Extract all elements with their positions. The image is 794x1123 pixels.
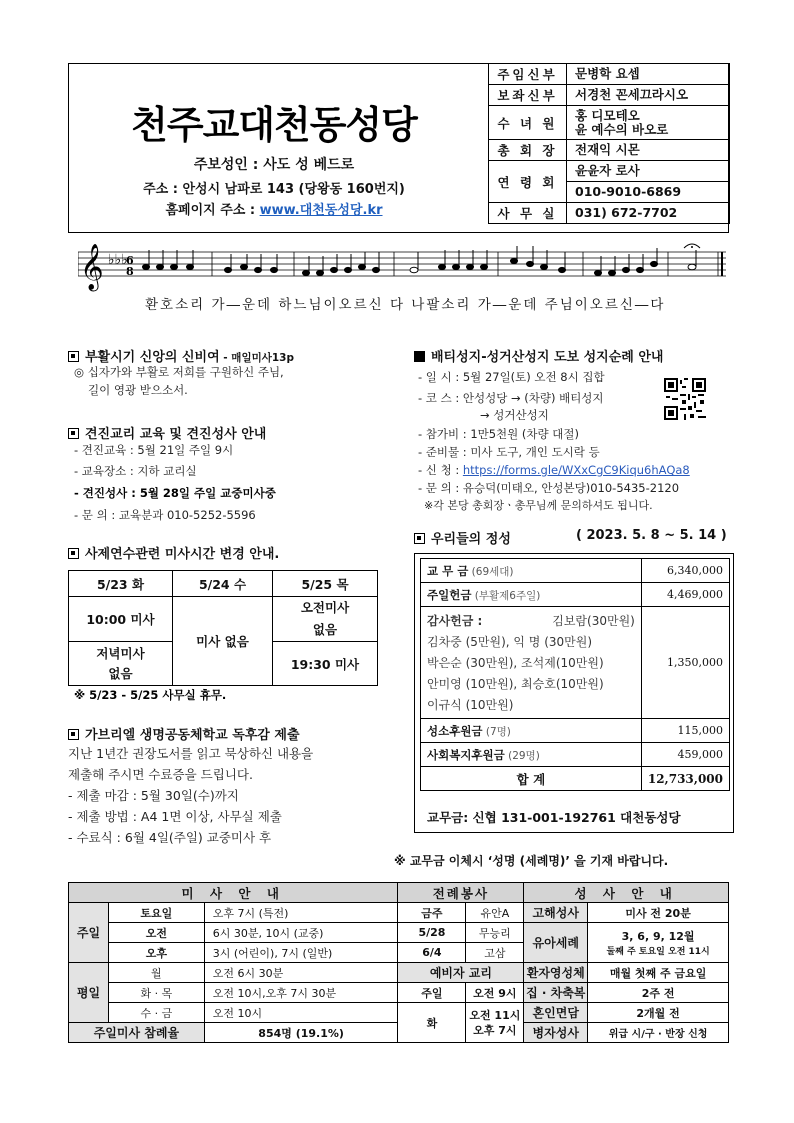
table-header: 5/24 수 <box>173 571 273 597</box>
staff-role: 사 무 실 <box>489 203 567 224</box>
staff-role: 보좌신부 <box>489 85 567 106</box>
church-title: 천주교대천동성당 <box>131 103 417 147</box>
offering-amount: 459,000 <box>641 743 729 767</box>
total-amount: 12,733,000 <box>641 767 729 791</box>
offering-label: 사회복지후원금 <box>427 747 505 762</box>
office-closed-note: ※ 5/23 - 5/25 사무실 휴무. <box>74 688 227 702</box>
box-bullet-icon <box>68 729 79 740</box>
offering-row <box>421 719 642 743</box>
table-header: 5/23 화 <box>69 571 173 597</box>
mass-change-table <box>68 570 378 686</box>
qr-code-icon <box>664 378 706 420</box>
sacrament-info: 2개월 전 <box>588 1003 729 1023</box>
mass-time: 6시 30분, 10시 (교중) <box>204 923 398 943</box>
offering-note: (7명) <box>482 725 511 738</box>
text-line: - 일 시 : 5월 27일(토) 오전 8시 집합 <box>418 370 605 384</box>
serve-header: 전례봉사 <box>398 883 524 903</box>
offering-note: (29명) <box>504 749 540 762</box>
table-cell: 오전미사 없음 <box>273 597 378 642</box>
offering-label: 교 무 금 <box>427 563 469 578</box>
text-line: - 코 스 : 안성성당 → (차량) 배티성지 <box>418 391 604 405</box>
catechumen-day: 화 <box>398 1003 466 1043</box>
text-line: - 제출 방법 : A4 1면 이상, 사무실 제출 <box>68 809 282 824</box>
sacrament-name: 혼인면담 <box>524 1003 588 1023</box>
table-cell: 저녁미사 없음 <box>69 642 173 686</box>
offering-note: (69세대) <box>468 565 514 578</box>
mass-day: 수 · 금 <box>108 1003 204 1023</box>
text-line: → 성거산성지 <box>480 408 549 422</box>
sacrament-info: 미사 전 20분 <box>588 903 729 923</box>
offering-transfer-note: ※ 교무금 이체시 ‘성명 (세례명)’ 을 기재 바랍니다. <box>394 854 669 868</box>
section-subheading: - 매일미사13p <box>219 352 295 364</box>
offering-label: 감사헌금 : <box>427 613 483 628</box>
mass-day: 화 · 목 <box>108 983 204 1003</box>
donor-line: 이규식 (10만원) <box>427 697 514 712</box>
mass-day: 월 <box>108 963 204 983</box>
text-line: - 문 의 : 유승덕(미태오, 안성본당)010-5435-2120 <box>418 481 680 495</box>
patron-saint: 주보성인 : 사도 성 베드로 <box>193 157 355 173</box>
section-title-pilgrimage <box>414 346 663 365</box>
sacrament-name: 유아세례 <box>524 923 588 963</box>
homepage <box>69 199 479 218</box>
table-cell: 미사 없음 <box>173 597 273 686</box>
svg-text:♭♭♭: ♭♭♭ <box>108 252 128 268</box>
section-heading: 견진교리 교육 및 견진성사 안내 <box>85 427 267 442</box>
serve-week: 금주 <box>398 903 466 923</box>
serve-group: 무능리 <box>466 923 524 943</box>
homepage-label: 홈페이지 주소 : <box>165 203 260 218</box>
text-line: 지난 1년간 권장도서를 읽고 묵상하신 내용을 <box>68 746 314 761</box>
box-bullet-icon <box>68 428 79 439</box>
serve-group: 유안A <box>466 903 524 923</box>
offering-box <box>414 553 734 833</box>
staff-name: 031) 672-7702 <box>567 203 730 224</box>
sacrament-info: 위급 시/구 · 반장 신청 <box>588 1023 729 1043</box>
box-bullet-icon <box>68 351 79 362</box>
sacrament-name: 병자성사 <box>524 1023 588 1043</box>
text-line: ◎ 십자가와 부활로 저희를 구원하신 주님, <box>74 365 284 379</box>
mass-time: 오후 7시 (특전) <box>204 903 398 923</box>
offering-period: ( 2023. 5. 8 ~ 5. 14 ) <box>576 528 727 543</box>
offering-amount: 6,340,000 <box>641 559 729 583</box>
svg-text:8: 8 <box>126 265 134 278</box>
section-heading: 우리들의 정성 <box>431 532 511 547</box>
section-title-book-report <box>68 724 300 743</box>
text-line: - 준비물 : 미사 도구, 개인 도시락 등 <box>418 445 600 459</box>
mass-time: 오전 10시,오후 7시 30분 <box>204 983 398 1003</box>
text-line: - 수료식 : 6월 4일(주일) 교중미사 후 <box>68 830 272 845</box>
total-label: 합 계 <box>421 767 642 791</box>
signup-label: - 신 청 : <box>418 463 463 477</box>
weekday-label: 평일 <box>69 963 109 1023</box>
section-heading: 가브리엘 생명공동체학교 독후감 제출 <box>85 728 300 743</box>
section-title-confirmation <box>68 423 266 442</box>
section-heading: 사제연수관련 미사시간 변경 안내. <box>85 547 280 562</box>
offering-table <box>420 558 730 791</box>
section-title-offering <box>414 528 511 547</box>
offering-amount: 1,350,000 <box>641 607 729 719</box>
staff-name: 서경천 꼰세끄라시오 <box>567 85 730 106</box>
signup-link[interactable]: https://forms.gle/WXxCgC9Kiqu6hAQa8 <box>462 463 690 477</box>
sacrament-name: 고해성사 <box>524 903 588 923</box>
catechumen-header: 예비자 교리 <box>398 963 524 983</box>
sacrament-name: 집 · 차축복 <box>524 983 588 1003</box>
mass-day: 토요일 <box>108 903 204 923</box>
donor-line: 안미영 (10만원), 최승호(10만원) <box>427 676 604 691</box>
baptism-months: 3, 6, 9, 12월 <box>621 930 695 943</box>
section-title-priest-training <box>68 543 279 562</box>
staff-name: 홍 디모테오 윤 예수의 바오로 <box>567 106 730 140</box>
offering-row <box>421 559 642 583</box>
offering-amount: 115,000 <box>641 719 729 743</box>
section-heading: 부활시기 신앙의 신비여 <box>85 350 220 365</box>
offering-label: 성소후원금 <box>427 723 483 738</box>
staff-name: 문병학 요셉 <box>567 64 730 85</box>
offering-row <box>421 743 642 767</box>
text-line: 제출해 주시면 수료증을 드립니다. <box>68 767 253 782</box>
serve-week: 5/28 <box>398 923 466 943</box>
sacrament-name: 환자영성체 <box>524 963 588 983</box>
staff-role: 수 녀 원 <box>489 106 567 140</box>
sacrament-info <box>588 923 729 963</box>
staff-role: 총 회 장 <box>489 140 567 161</box>
catechumen-time: 오전 9시 <box>466 983 524 1003</box>
homepage-link[interactable]: www.대천동성당.kr <box>259 203 383 218</box>
mass-day: 오후 <box>108 943 204 963</box>
mass-time: 오전 6시 30분 <box>204 963 398 983</box>
sacrament-info: 2주 전 <box>588 983 729 1003</box>
treble-clef-icon: 𝄞 <box>80 244 104 290</box>
staff-name: 010-9010-6869 <box>567 182 730 203</box>
sacrament-info: 매월 첫째 주 금요일 <box>588 963 729 983</box>
attendance-label: 주일미사 참례율 <box>69 1023 205 1043</box>
box-bullet-icon <box>414 533 425 544</box>
mass-time: 오전 10시 <box>204 1003 398 1023</box>
sunday-label: 주일 <box>69 903 109 963</box>
text-line: 길이 영광 받으소서. <box>88 383 188 397</box>
box-bullet-icon <box>414 351 425 362</box>
baptism-time: 둘째 주 토요일 오전 11시 <box>606 947 710 957</box>
donor-line: 김차중 (5만원), 익 명 (30만원) <box>427 634 593 649</box>
schedule-table <box>68 882 729 1043</box>
text-line: - 제출 마감 : 5월 30일(수)까지 <box>68 788 239 803</box>
staff-role: 연 령 회 <box>489 161 567 203</box>
donor-line: 박은순 (30만원), 조석제(10만원) <box>427 655 604 670</box>
thanks-offering-row <box>421 607 642 719</box>
serve-group: 고삼 <box>466 943 524 963</box>
text-line: - 교육장소 : 지하 교리실 <box>74 464 197 478</box>
catechumen-time: 오전 11시 오후 7시 <box>466 1003 524 1043</box>
svg-text:6: 6 <box>126 254 134 267</box>
attendance-value: 854명 (19.1%) <box>204 1023 398 1043</box>
section-heading: 배티성지-성거산성지 도보 성지순례 안내 <box>431 350 664 365</box>
text-line: ※각 본당 총회장ㆍ총무님께 문의하셔도 됩니다. <box>424 499 653 512</box>
staff-name: 윤윤자 로사 <box>567 161 730 182</box>
table-cell: 10:00 미사 <box>69 597 173 642</box>
offering-label: 주일헌금 <box>427 587 472 602</box>
mass-time: 3시 (어린이), 7시 (일반) <box>204 943 398 963</box>
staff-name: 전재익 시몬 <box>567 140 730 161</box>
offering-amount: 4,469,000 <box>641 583 729 607</box>
account-info: 교무금: 신협 131-001-192761 대천동성당 <box>427 810 681 825</box>
text-line <box>418 461 690 480</box>
text-line: - 문 의 : 교육분과 010-5252-5596 <box>74 508 256 522</box>
serve-week: 6/4 <box>398 943 466 963</box>
box-bullet-icon <box>68 548 79 559</box>
address: 주소 : 안성시 남파로 143 (당왕동 160번지) <box>143 182 405 197</box>
offering-row <box>421 583 642 607</box>
text-line: - 참가비 : 1만5천원 (차량 대절) <box>418 427 579 441</box>
staff-role: 주임신부 <box>489 64 567 85</box>
staff-table <box>488 63 730 224</box>
offering-note: (부활제6주일) <box>471 589 541 602</box>
lyrics: 환호소리 가―운데 하느님이오르신 다 나팔소리 가―운데 주님이오르신―다 <box>145 297 666 313</box>
mass-day: 오전 <box>108 923 204 943</box>
text-line: - 견진성사 : 5월 28일 주일 교중미사중 <box>74 486 276 500</box>
text-line: - 견진교육 : 5월 21일 주일 9시 <box>74 443 234 457</box>
table-header: 5/25 목 <box>273 571 378 597</box>
catechumen-day: 주일 <box>398 983 466 1003</box>
table-cell: 19:30 미사 <box>273 642 378 686</box>
header-box <box>68 63 729 233</box>
sacrament-header: 성 사 안 내 <box>524 883 729 903</box>
music-staff <box>78 240 726 298</box>
mass-guide-header: 미 사 안 내 <box>69 883 398 903</box>
donor-line: 김보람(30만원) <box>552 613 635 628</box>
